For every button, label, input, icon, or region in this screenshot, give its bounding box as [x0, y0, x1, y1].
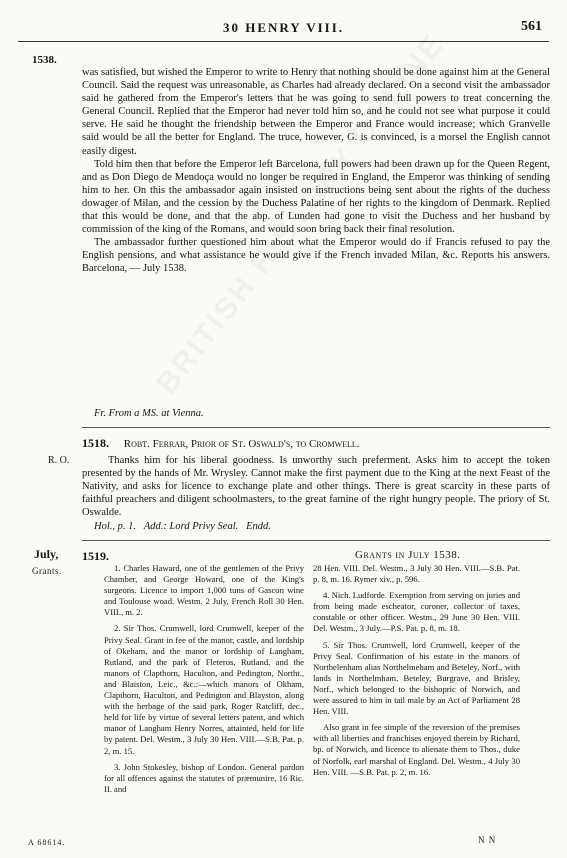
- entry-title: Grants in July 1538.: [355, 549, 461, 561]
- grant-item: 5. Sir Thos. Crumwell, lord Crumwell, keeper of the Privy Seal. Confirmation of his estate in the manors of Northelenham alias Northelmeham and Beteley, Norf., with lands in Northelmham, Beteley, Burgrave, and Brisley, Norf., which belonged to the bishopric of Norwich, and were assured to him in tail male by an Act of Parliament 28 Hen. VIII.: [313, 639, 520, 717]
- margin-grants: Grants.: [32, 566, 62, 576]
- grant-item: 3. John Stokesley, bishop of London. General pardon for all offences against the statutes of præmunire, 16 Ric. II. and: [104, 761, 304, 794]
- letter-continuation: [82, 66, 550, 276]
- page-header: [0, 19, 567, 39]
- grants-right-column: [313, 563, 520, 783]
- entry-title: Robt. Ferrar, Prior of St. Oswald's, to Cromwell.: [123, 438, 360, 450]
- grant-item: 28 Hen. VIII. Del. Westm., 3 July 30 Hen. VIII.—S.B. Pat. p. 8, m. 16. Rymer xiv., p. 596.: [313, 563, 520, 585]
- margin-month: July,: [34, 547, 59, 561]
- printer-signature: A 68614.: [28, 838, 66, 847]
- paragraph: was satisfied, but wished the Emperor to write to Henry that nothing should be done against him at the General Council. Said the request was unreasonable, as Charles had already declared. On a second visit the ambassador said he gathered from the Emperor's letters that he was going to send full powers to treat concerning the General Council. Replied that the Emperor had never told him so, and he could not see what purpose it could serve. He said he thought the friendship between the Emperor and France would increase; which Granvelle said would be all the better for England. The truce, however, G. is convinced, is a morsel the English cannot easily digest.: [82, 67, 550, 157]
- entry-number: 1518.: [82, 436, 109, 450]
- entry-footnote: [94, 521, 271, 532]
- margin-ro: R. O.: [48, 455, 70, 466]
- running-title: 30 HENRY VIII.: [222, 20, 345, 35]
- grant-item: 1. Charles Haward, one of the gentlemen of the Privy Chamber, and George Howard, one of the King's surgeons. Licence to import 1,000 tuns of Gascon wine and Toulouse woad. Westm. 2 July, French Roll 30 Hen. VIII., m. 2.: [104, 563, 304, 618]
- catchword: N N: [478, 835, 497, 845]
- page-number: 561: [521, 19, 542, 34]
- paragraph: Told him then that before the Emperor left Barcelona, full powers had been drawn up for the Queen Regent, and as Don Diego de Mendoça would no longer be required in England, the Emperor was thinking of sending him to her. On this the ambassador again insisted on instructions being sent about the rights of the duchess dowager of Milan, and the cession by the Duchess Palatine of her rights to the kingdom of Denmark. Replied that this would be done, and that the abp. of Lunden had gone to visit the Duchess and her husband by commission of the king of the Romans, and would soon bring back their final resolution.: [82, 158, 550, 236]
- grant-item: 4. Nich. Ludforde. Exemption from serving on juries and from being made escheator, coroner, collector of taxes, constable or other officer. Westm., 29 June 30 Hen. VIII. Del. Westm., 3 July.—P.S. Pat. p. 8, m. 18.: [313, 590, 520, 634]
- margin-year: 1538.: [32, 54, 57, 66]
- header-rule: [18, 41, 549, 42]
- entry-heading: [82, 436, 552, 451]
- paragraph: The ambassador further questioned him about what the Emperor would do if Francis refused to pay the English pensions, and what assistance he would give if the French invaded Milan, &c. Reports his answers. Barcelona, — July 1538.: [82, 237, 550, 275]
- section-rule: [82, 540, 550, 541]
- entry-number: 1519.: [82, 549, 109, 563]
- source-note: Fr. From a MS. at Vienna.: [94, 408, 204, 419]
- grants-left-column: [104, 563, 304, 800]
- endd-note: Endd.: [246, 521, 271, 532]
- add-note: Add.: Lord Privy Seal.: [143, 521, 239, 532]
- grant-item: 2. Sir Thos. Crumwell, lord Crumwell, keeper of the Privy Seal. Grant in fee of the manor, castle, and lordship of Okeham, and the manor or lordship of Langham, Rutland, and the park of Fleteros, Rutland, and the manors of Clapthorn, Haculton, and Pedington, Northt., and Blaiston, Leic., &c.:—which manors of Okham, Clapthorn, Haculton, and Pedington and Blayston, along with the herbage of the said park, Roger Ratcliff, dec., held for life by virtue of several letters patent, and which manor of Langham Henry Norres, attainted, held for life by patent. Del. Westm., 3 July 30 Hen. VIII.—S.B. Pat. p. 2, m. 15.: [104, 623, 304, 756]
- entry-body: Thanks him for his liberal goodness. Is unworthy such preferment. Asks him to accept the token presented by the hands of Mr. Wrysley. Cannot make the first payment due to the King at the next Feast of the Nativity, and asks for licence to exchange plate and other things. There is great scarcity in these parts of faithful preachers and diligent schoolmasters, to the great famine of the right hungry people. The priory of St. Oswalde.: [82, 455, 550, 519]
- grant-item: Also grant in fee simple of the reversion of the premises with all liberties and franchises enjoyed therein by Richard, bp. of Norwich, and licence to alienate them to Thos., duke of Norfolk, earl marshal of England. Del. Westm., 4 July 30 Hen. VIII. —S.B. Pat. p. 2, m. 16.: [313, 722, 520, 777]
- hol-note: Hol., p. 1.: [94, 521, 136, 532]
- section-rule: [82, 427, 550, 428]
